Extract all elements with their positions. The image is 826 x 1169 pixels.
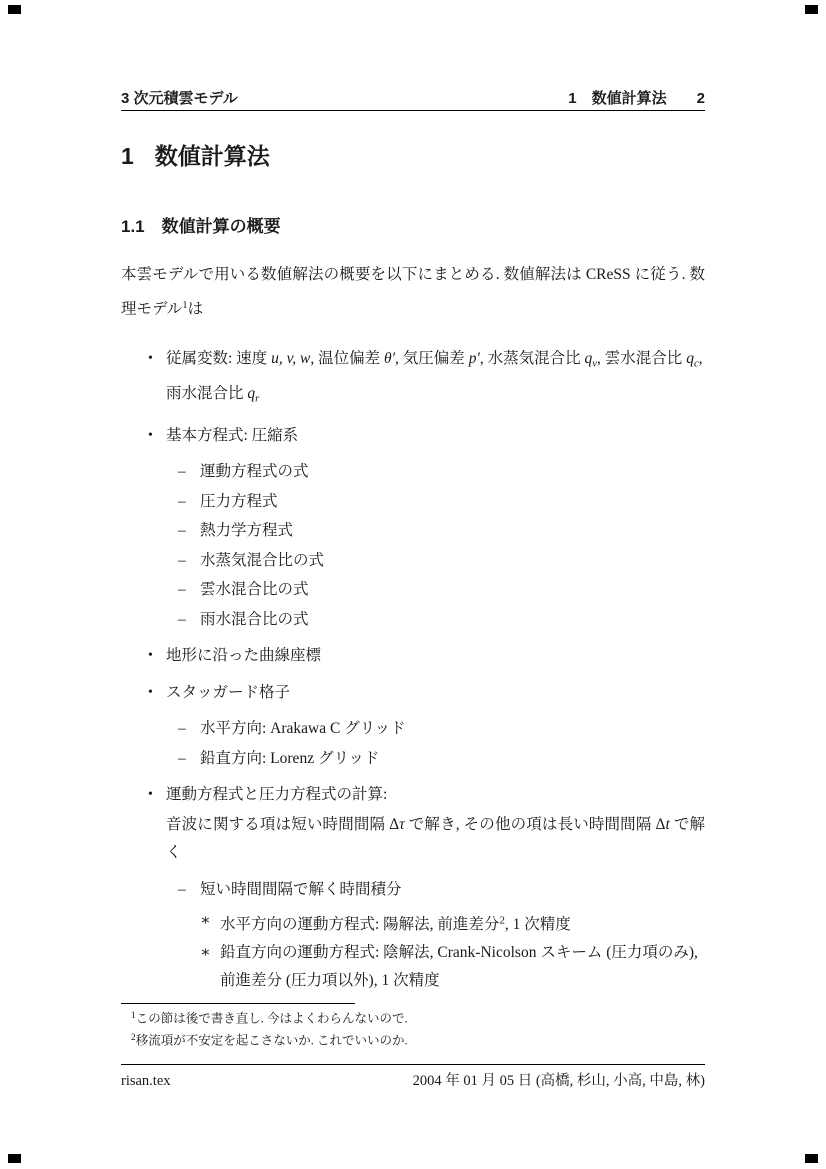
list-item <box>121 641 705 671</box>
section-title: 数値計算法 <box>154 143 270 169</box>
list-item-text: 雲水混合比の式 <box>200 581 309 598</box>
subsection-title: 数値計算の概要 <box>161 217 281 236</box>
subsection-number: 1.1 <box>121 217 145 236</box>
list-item <box>200 907 705 939</box>
list-item <box>121 421 705 635</box>
sub-list <box>166 714 705 773</box>
dash-icon: – <box>178 720 186 737</box>
dash-icon: – <box>178 581 186 598</box>
list-item-paragraph: 音波に関する項は短い時間間隔 Δτ で解き, その他の項は長い時間間隔 Δt で解く <box>166 815 705 861</box>
running-header-chapter: 3 次元積雲モデル <box>121 90 238 107</box>
list-item-text: 従属変数: 速度 u, v, w, 温位偏差 θ′, 気圧偏差 p′, 水蒸気混合比 $q_v$, 雲水混合比 $q_c$, 雨水混合比 $q_r$ <box>166 350 703 404</box>
list-item-text: 鉛直方向の運動方程式: 陰解法, Crank-Nicolson スキーム (圧力項のみ), 前進差分 (圧力項以外), 1 次精度 <box>220 944 698 990</box>
list-item <box>166 575 705 605</box>
footnotes <box>121 1007 705 1050</box>
list-item <box>166 487 705 517</box>
list-item-text: 基本方程式: 圧縮系 <box>166 426 299 444</box>
list-item-text: 雨水混合比の式 <box>200 610 309 628</box>
list-item <box>166 605 705 635</box>
list-item <box>166 457 705 487</box>
sub-list <box>166 457 705 634</box>
intro-paragraph: 本雲モデルで用いる数値解法の概要を以下にまとめる. 数値解法は CReSS に従う. 数理モデル$^1$は <box>121 266 705 318</box>
asterisk-icon: ∗ <box>200 912 211 929</box>
list-item-text: 圧力方程式 <box>200 492 278 510</box>
footnote-marker: 1 <box>131 1011 136 1021</box>
footnote-rule <box>121 1003 355 1004</box>
bullet-icon: • <box>148 351 153 366</box>
running-header-section-number: 1 <box>568 90 577 107</box>
bullet-icon: • <box>148 787 153 802</box>
list-item <box>166 744 705 774</box>
footer-rule <box>121 1064 705 1065</box>
footnote <box>121 1029 705 1051</box>
list-item-text: 運動方程式と圧力方程式の計算: <box>166 786 388 803</box>
header-rule <box>121 110 705 111</box>
page-number: 2 <box>696 90 705 107</box>
list-item <box>166 546 705 576</box>
list-item-text: 短い時間間隔で解く時間積分 <box>200 880 402 898</box>
running-header-section <box>568 87 705 108</box>
running-header <box>121 87 705 108</box>
section-heading <box>121 138 270 171</box>
footnote-text: 移流項が不安定を起こさないか. これでいいのか. <box>135 1033 408 1048</box>
page-footer <box>121 1069 705 1090</box>
sub-sub-list <box>200 907 705 995</box>
list-item-text: 水平方向の運動方程式: 陽解法, 前進差分$^2$, 1 次精度 <box>220 915 571 934</box>
running-header-section-title: 数値計算法 <box>591 90 667 107</box>
list-item <box>166 714 705 744</box>
dash-icon: – <box>178 880 186 898</box>
list-item <box>121 780 705 995</box>
dash-icon: – <box>178 610 186 628</box>
list-item-text: 運動方程式の式 <box>200 463 309 480</box>
dash-icon: – <box>178 522 186 539</box>
footnote-text: この節は後で書き直し. 今はよくわらんないので. <box>135 1011 408 1026</box>
dash-icon: – <box>178 463 186 480</box>
list-item <box>166 516 705 546</box>
corner-crop-mark <box>805 1154 818 1163</box>
footer-date-authors: 2004 年 01 月 05 日 (高橋, 杉山, 小高, 中島, 林) <box>412 1073 705 1089</box>
dash-icon: – <box>178 749 186 767</box>
list-item-text: 水平方向: Arakawa C グリッド <box>200 720 406 737</box>
bullet-icon: • <box>148 427 153 443</box>
list-item <box>166 875 705 996</box>
bullet-icon: • <box>148 684 153 700</box>
subsection-heading <box>121 212 281 237</box>
list-item-text: 熱力学方程式 <box>200 522 294 539</box>
list-item-text: 鉛直方向: Lorenz グリッド <box>200 749 380 767</box>
footnote-marker: 2 <box>131 1032 136 1043</box>
list-item <box>121 344 705 414</box>
footer-filename: risan.tex <box>121 1073 171 1089</box>
list-item-text: スタッガード格子 <box>166 683 291 701</box>
sub-list <box>166 875 705 996</box>
outline-list <box>121 344 705 1002</box>
list-item-text: 水蒸気混合比の式 <box>200 551 325 569</box>
section-number: 1 <box>121 143 134 169</box>
list-item <box>121 678 705 774</box>
list-item-text: 地形に沿った曲線座標 <box>166 647 322 664</box>
list-item <box>200 939 705 995</box>
bullet-icon: • <box>148 648 153 663</box>
dash-icon: – <box>178 492 186 510</box>
footnote <box>121 1007 705 1029</box>
corner-crop-mark <box>8 1154 21 1163</box>
corner-crop-mark <box>8 5 21 14</box>
asterisk-icon: ∗ <box>200 944 211 962</box>
dash-icon: – <box>178 551 186 569</box>
corner-crop-mark <box>805 5 818 14</box>
bullet-list <box>121 344 705 995</box>
